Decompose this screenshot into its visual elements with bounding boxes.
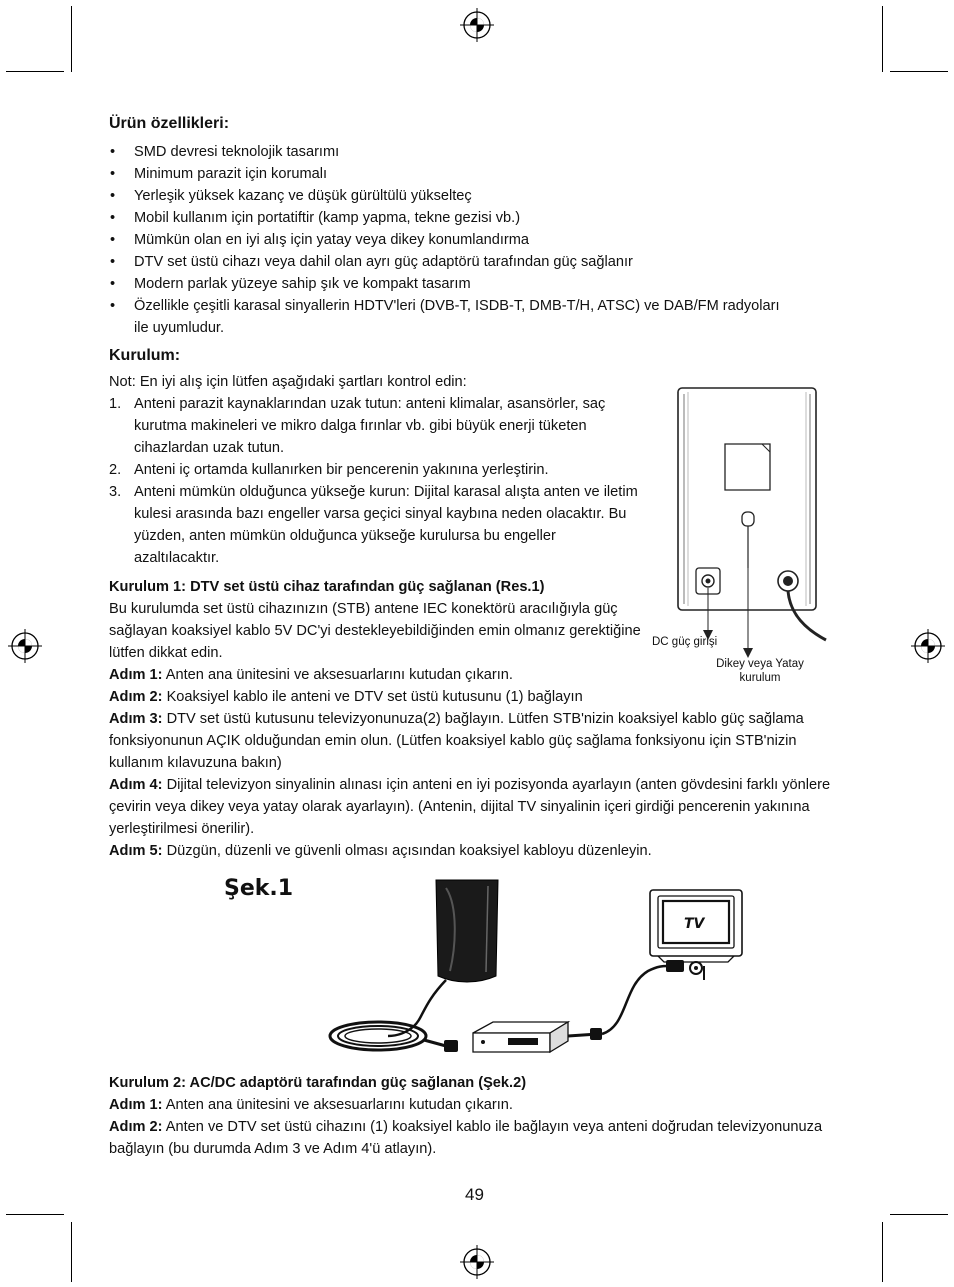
crop-mark (71, 1222, 72, 1282)
tv-label: TV (684, 916, 705, 932)
setup2-heading: Kurulum 2: AC/DC adaptörü tarafından güç sağlanan (Şek.2) (109, 1075, 527, 1091)
installation-step: 1. Anteni parazit kaynaklarından uzak tutun: anteni klimalar, asansörler, saç kurutma makineleri ve mikro dalga fırınlar vb. gibi büyük enerji tüketen cihazlardan uzak tutun. (109, 396, 606, 456)
setup1-step: Adım 3: DTV set üstü kutusunu televizyonunuza(2) bağlayın. Lütfen STB'nizin koaksiyel kablo güç sağlama fonksiyonunun AÇIK olduğundan emin olun. (Lütfen koaksiyel kablo güç sağlama fonksiyonu için STB'nizin kullanım kılavuzuna bakın) (109, 711, 804, 771)
features-list (109, 141, 809, 339)
setup1-heading: Kurulum 1: DTV set üstü cihaz tarafından güç sağlanan (Res.1) (109, 579, 545, 595)
setup1-step: Adım 1: Anten ana ünitesini ve aksesuarlarını kutudan çıkarın. (109, 667, 513, 683)
dc-power-input-label: DC güç girişi (652, 636, 718, 648)
page-number: 49 (465, 1185, 484, 1204)
antenna-back-diagram (650, 384, 830, 662)
feature-item: • Özellikle çeşitli karasal sinyallerin HDTV'leri (DVB-T, ISDB-T, DMB-T/H, ATSC) ve DAB/FM radyoları ile uyumludur. (109, 295, 794, 339)
setup1-step: Adım 5: Düzgün, düzenli ve güvenli olması açısından koaksiyel kabloyu düzenleyin. (109, 843, 652, 859)
crop-mark (71, 6, 72, 72)
installation-step: 3. Anteni mümkün olduğunca yükseğe kurun: Dijital karasal alışta anten ve iletim kulesi arasında bazı engeller varsa geçici sinyal kaybına neden olacaktır. Bu yüzden, anten mümkün olduğunca yükseğe kurulursa bu engeller azaltılacaktır. (109, 484, 638, 566)
feature-item: • Yerleşik yüksek kazanç ve düşük gürültülü yükselteç (109, 185, 809, 207)
setup1-intro: Bu kurulumda set üstü cihazınızın (STB) antene IEC konektörü aracılığıyla güç sağlayan koaksiyel kablo 5V DC'yi destekleyebildiğinden emin olmanız gerektiğine lütfen dikkat edin. (109, 601, 641, 661)
installation-steps (109, 393, 639, 569)
feature-item: • Mümkün olan en iyi alış için yatay veya dikey konumlandırma (109, 229, 809, 251)
crop-mark (882, 1222, 883, 1282)
crop-mark (890, 71, 948, 72)
installation-heading: Kurulum: (109, 347, 181, 364)
feature-item: • Modern parlak yüzeye sahip şık ve kompakt tasarım (109, 273, 809, 295)
feature-item: • DTV set üstü cihazı veya dahil olan ayrı güç adaptörü tarafından güç sağlanır (109, 251, 809, 273)
crop-mark (890, 1214, 948, 1215)
features-heading: Ürün özellikleri: (109, 115, 230, 132)
crop-mark (6, 71, 64, 72)
feature-item: • SMD devresi teknolojik tasarımı (109, 141, 809, 163)
registration-mark-icon (911, 629, 945, 663)
crop-mark (882, 6, 883, 72)
setup2-step: Adım 1: Anten ana ünitesini ve aksesuarlarını kutudan çıkarın. (109, 1097, 513, 1113)
registration-mark-icon (8, 629, 42, 663)
crop-mark (6, 1214, 64, 1215)
feature-item: • Mobil kullanım için portatiftir (kamp yapma, tekne gezisi vb.) (109, 207, 809, 229)
registration-mark-icon (460, 8, 494, 42)
registration-mark-icon (460, 1245, 494, 1279)
setup1-step: Adım 4: Dijital televizyon sinyalinin alınası için anteni en iyi pozisyonda ayarlayın (anten gövdesini farklı yönlere çevirin veya dikey veya yatay olarak ayarlayın). (Antenin, dijital TV sinyalinin içeri girdiği pencerenin yakınına yerleştirilmesi önerilir). (109, 777, 831, 837)
installation-step: 2. Anteni iç ortamda kullanırken bir pencerenin yakınına yerleştirin. (109, 462, 549, 478)
figure1-title: Şek.1 (224, 876, 294, 901)
setup1-step: Adım 2: Koaksiyel kablo ile anteni ve DTV set üstü kutusunu (1) bağlayın (109, 689, 583, 705)
feature-item: • Minimum parazit için korumalı (109, 163, 809, 185)
installation-note: Not: En iyi alış için lütfen aşağıdaki şartları kontrol edin: (109, 374, 467, 390)
setup2-step: Adım 2: Anten ve DTV set üstü cihazını (1) koaksiyel kablo ile bağlayın veya anteni doğrudan televizyonunuza bağlayın (bu durumda Adım 3 ve Adım 4'ü atlayın). (109, 1119, 823, 1157)
mounting-orientation-label: Dikey veya Yatay kurulum (716, 658, 804, 684)
figure1-connection-diagram (328, 876, 748, 1066)
